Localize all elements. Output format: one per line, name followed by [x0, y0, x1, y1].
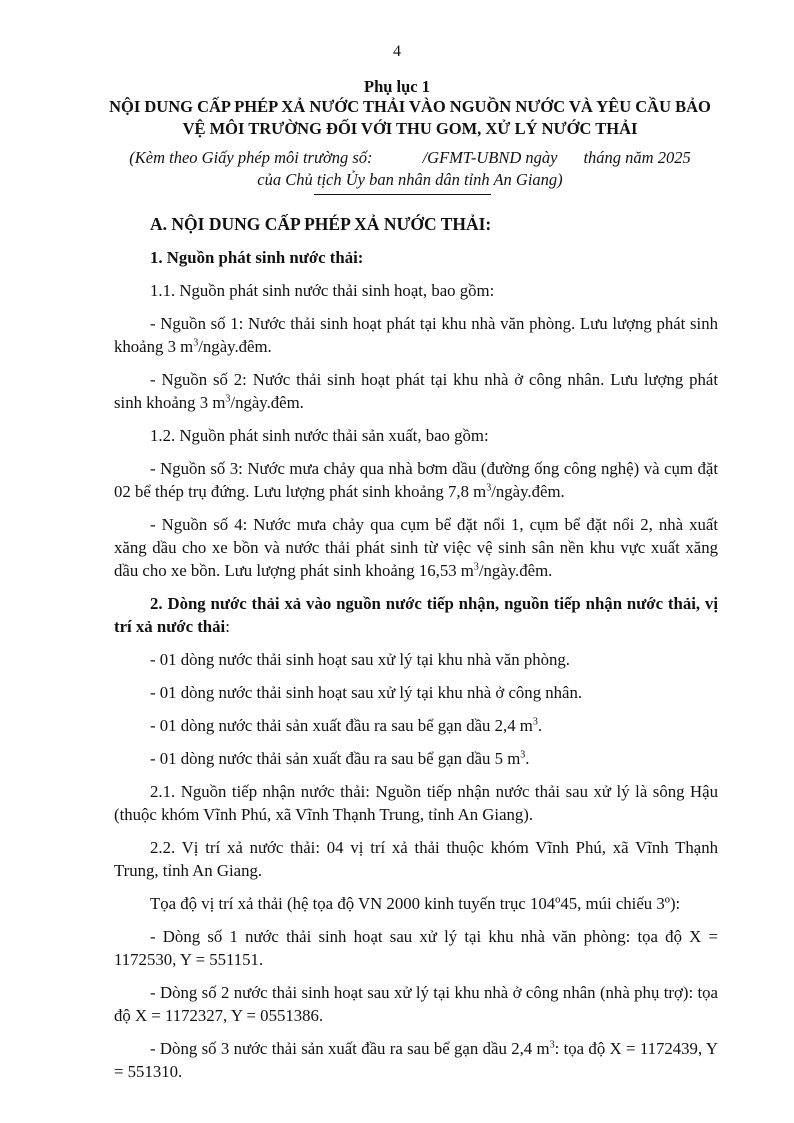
section-a-heading: A. NỘI DUNG CẤP PHÉP XẢ NƯỚC THẢI: [150, 214, 492, 234]
discharge-line-3 [114, 1037, 718, 1083]
source-2-sup: 3 [225, 393, 231, 405]
document-subtitle [125, 147, 695, 191]
discharge-line-1: - Dòng số 1 nước thải sinh hoạt sau xử lý tại khu nhà văn phòng: tọa độ X = 1172530, Y = 551151. [114, 927, 718, 969]
discharge-line-3-sup: 3 [549, 1039, 555, 1051]
flow-3-text: - 01 dòng nước thải sản xuất đầu ra sau bể gạn dầu 2,4 m [150, 716, 533, 735]
subtitle-part-2: /GFMT-UBND ngày [422, 148, 558, 167]
source-2-text: - Nguồn số 2: Nước thải sinh hoạt phát tại khu nhà ở công nhân. Lưu lượng phát sinh khoảng 3 m [114, 370, 718, 412]
section-2-2: 2.2. Vị trí xả nước thải: 04 vị trí xả thải thuộc khóm Vĩnh Phú, xã Vĩnh Thạnh Trung, tỉnh An Giang. [114, 838, 718, 880]
source-1-text: - Nguồn số 1: Nước thải sinh hoạt phát tại khu nhà văn phòng. Lưu lượng phát sinh khoảng 3 m [114, 314, 718, 356]
source-3-text: - Nguồn số 3: Nước mưa chảy qua nhà bơm dầu (đường ống công nghệ) và cụm đặt 02 bể thép trụ đứng. Lưu lượng phát sinh khoảng 7,8 m [114, 459, 718, 501]
document-body [114, 213, 718, 1093]
subtitle-part-4: năm 2025 của Chủ tịch Ủy ban nhân dân tỉnh An Giang) [257, 148, 691, 189]
section-2-heading-text: 2. Dòng nước thải xả vào nguồn nước tiếp nhận, nguồn tiếp nhận nước thải, vị trí xả nước thải [114, 594, 718, 636]
subtitle-part-1: (Kèm theo Giấy phép môi trường số: [129, 148, 373, 167]
flow-3 [114, 714, 718, 737]
source-3-sup: 3 [486, 482, 492, 494]
discharge-line-3-text: - Dòng số 3 nước thải sản xuất đầu ra sau bể gạn dầu 2,4 m [150, 1039, 550, 1058]
source-4-text: - Nguồn số 4: Nước mưa chảy qua cụm bể đặt nổi 1, cụm bể đặt nổi 2, nhà xuất xăng dầu cho xe bồn và nước thải phát sinh từ việc vệ sinh sân nền khu vực xuất xăng dầu cho xe bồn. Lưu lượng phát sinh khoảng 16,53 m [114, 515, 718, 580]
discharge-line-3-tail: : tọa độ X = 1172439, Y = 551310. [114, 1039, 718, 1081]
source-3 [114, 457, 718, 503]
section-1-heading: 1. Nguồn phát sinh nước thải: [150, 248, 364, 267]
flow-4-sup: 3 [520, 749, 526, 761]
source-2 [114, 368, 718, 414]
source-1-tail: /ngày.đêm. [198, 337, 272, 356]
source-3-tail: /ngày.đêm. [491, 482, 565, 501]
section-2-1: 2.1. Nguồn tiếp nhận nước thải: Nguồn tiếp nhận nước thải sau xử lý là sông Hậu (thuộc khóm Vĩnh Phú, xã Vĩnh Thạnh Trung, tỉnh An Giang). [114, 782, 718, 824]
flow-4-tail: . [525, 749, 530, 768]
discharge-line-2: - Dòng số 2 nước thải sinh hoạt sau xử lý tại khu nhà ở công nhân (nhà phụ trợ): tọa độ X = 1172327, Y = 0551386. [114, 983, 718, 1025]
section-2-heading-colon: : [225, 617, 230, 636]
coordinates-intro: Tọa độ vị trí xả thải (hệ tọa độ VN 2000 kinh tuyến trục 104º45, múi chiếu 3º): [150, 894, 681, 913]
section-1-2: 1.2. Nguồn phát sinh nước thải sản xuất, bao gồm: [150, 426, 489, 445]
source-4-sup: 3 [473, 561, 479, 573]
source-2-tail: /ngày.đêm. [230, 393, 304, 412]
flow-4 [114, 747, 718, 770]
page-number: 4 [393, 43, 401, 60]
flow-3-sup: 3 [532, 716, 538, 728]
flow-4-text: - 01 dòng nước thải sản xuất đầu ra sau bể gạn dầu 5 m [150, 749, 521, 768]
subtitle-part-3: tháng [583, 148, 622, 167]
source-4 [114, 513, 718, 582]
section-1-1: 1.1. Nguồn phát sinh nước thải sinh hoạt, bao gồm: [150, 281, 495, 300]
title-divider [314, 194, 491, 195]
source-1 [114, 312, 718, 358]
flow-2: - 01 dòng nước thải sinh hoạt sau xử lý tại khu nhà ở công nhân. [150, 683, 583, 702]
appendix-label: Phụ lục 1 [363, 77, 431, 96]
section-2-heading [114, 592, 718, 638]
flow-1: - 01 dòng nước thải sinh hoạt sau xử lý tại khu nhà văn phòng. [150, 650, 570, 669]
document-title: NỘI DUNG CẤP PHÉP XẢ NƯỚC THẢI VÀO NGUỒN NƯỚC VÀ YÊU CẦU BẢO VỆ MÔI TRƯỜNG ĐỐI VỚI THU GOM, XỬ LÝ NƯỚC THẢI [109, 97, 711, 138]
flow-3-tail: . [537, 716, 543, 735]
source-1-sup: 3 [193, 337, 199, 349]
source-4-tail: /ngày.đêm. [478, 561, 553, 580]
